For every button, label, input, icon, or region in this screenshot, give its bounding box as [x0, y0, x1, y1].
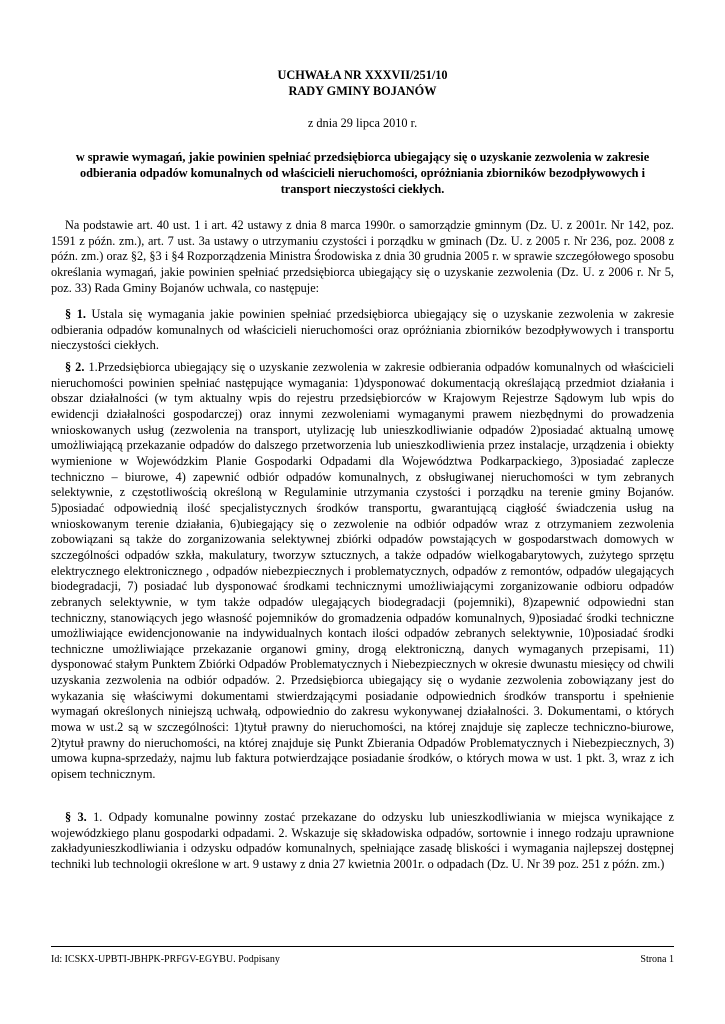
preamble-paragraph: Na podstawie art. 40 ust. 1 i art. 42 ustawy z dnia 8 marca 1990r. o samorządzie gminnym (Dz. U. z 2001r. Nr 142, poz. 1591 z późn. zm.), art. 7 ust. 3a ustawy o utrzymaniu czystości i porządku w gminach (Dz. U. z 2005 r. Nr 236, poz. 2008 z późn. zm.) oraz §2, §3 i §4 Rozporządzenia Ministra Środowiska z dnia 30 grudnia 2005 r. w sprawie szczegółowego sposobu określania wymagań, jakie powinien spełniać przedsiębiorca ubiegający się o uzyskanie zezwolenia (Dz. U. z 2006 r. Nr 5, poz. 33) Rada Gminy Bojanów uchwala, co następuje: — [51, 218, 674, 295]
section-3-text: 1. Odpady komunalne powinny zostać przekazane do odzysku lub unieszkodliwiania w miejsca wynikające z wojewódzkiego planu gospodarki odpadami. 2. Wskazuje się składowiska odpadów, sortownie i innego rodzaju uprawnione zakładyunieszkodliwiania i odzysku odpadów komunalnych, spełniające zasadę bliskości i wymagania najlepszej dostępnej techniki lub technologii określone w art. 9 ustawy z dnia 27 kwietnia 2001r. o odpadach (Dz. U. Nr 39 poz. 251 z późn. zm.) — [51, 810, 674, 871]
resolution-date: z dnia 29 lipca 2010 r. — [307, 116, 418, 130]
section-1-paragraph — [51, 307, 674, 354]
section-3-label: § 3. — [65, 810, 87, 824]
section-2-text: 1.Przedsiębiorca ubiegający się o uzyskanie zezwolenia w zakresie odbierania odpadów komunalnych od właścicieli nieruchomości powinien spełniać następujące wymagania: 1)dysponować dokumentacją określającą przedmiot działania i obszar działalności (w tym aktualny wpis do rejestru przedsiębiorców w Krajowym Rejestrze Sądowym lub wpis do ewidencji działalności gospodarczej) oraz innymi zezwoleniami wymaganymi prawem niezbędnymi do prowadzenia wnioskowanych usług (zezwolenia na transport, utylizację lub unieszkodliwianie odpadów 2)posiadać aktualną umowę umożliwiającą przekazanie odpadów do dalszego przetworzenia lub unieszkodliwienia przez instalacje, urządzenia i obiekty wymienione w Wojewódzkim Planie Gospodarki Odpadami dla Województwa Podkarpackiego, 3)posiadać zaplecze techniczno – biurowe, 4) zapewnić odbiór odpadów komunalnych, z obsługiwanej nieruchomości w tym zebranych selektywnie, z częstotliwością określoną w Regulaminie utrzymania czystości i porządku na terenie gminy Bojanów. 5)posiadać odpowiednią ilość specjalistycznych środków transportu, gwarantującą ciągłość świadczenia usług na wnioskowanym terenie działania, 6)ubiegający się o zezwolenie na odbiór odpadów wraz z otrzymaniem zezwolenia zobowiązani są także do zorganizowania selektywnej zbiórki odpadów powstających w gospodarstwach domowych w szczególności odpadów szkła, makulatury, tworzyw sztucznych, a także odpadów wielkogabarytowych, zużytego sprzętu elektrycznego elektronicznego , odpadów niebezpiecznych i problematycznych, odpadów z remontów, odpadów ulegających biodegradacji, 7) posiadać lub dysponować środkami technicznymi umożliwiającymi zorganizowanie odbioru odpadów zebranych selektywnie, w tym także odpadów ulegających biodegradacji (pojemniki), 8)zapewnić odpowiedni stan techniczny, stanowiących jego własność pojemników do gromadzenia odpadów komunalnych, 9)posiadać środki techniczne umożliwiające ewidencjonowanie na indywidualnych kontach ilości odpadów zebranych selektywnie, 10)posiadać środki techniczne umożliwiające przekazanie organowi gminy, drogą elektroniczną, danych wymaganych przepisami, 11) dysponować stałym Punktem Zbiórki Odpadów Problematycznych i Niebezpiecznych w okresie dwunastu miesięcy od chwili uzyskania zezwolenia na odbiór odpadów. 2. Przedsiębiorca ubiegający się o wydanie zezwolenia zobowiązany jest do wykazania się właściwymi dokumentami stwierdzającymi posiadanie odpowiednich środków transportu i spełnienie wymagań określonych niniejszą uchwałą, odpowiednio do zakresu wykonywanej działalności. 3. Dokumentami, o których mowa w ust.2 są w szczególności: 1)tytuł prawny do nieruchomości, na której znajduje się zaplecze techniczno-biurowe, 2)tytuł prawny do nieruchomości, na której znajduje się Punkt Zbierania Odpadów Problematycznych i Niebezpiecznych, 3) umowa kupna-sprzedaży, najmu lub faktura potwierdzające posiadanie środków, o których mowa w ust. 1 pkt. 3, wraz z ich opisem technicznym. — [51, 360, 674, 782]
resolution-subject: w sprawie wymagań, jakie powinien spełniać przedsiębiorca ubiegający się o uzyskanie zezwolenia w zakresie odbierania odpadów komunalnych od właścicieli nieruchomości, opróżniania zbiorników bezodpływowych i transport nieczystości ciekłych. — [75, 150, 650, 196]
document-id: Id: ICSKX-UPBTI-JBHPK-PRFGV-EGYBU. Podpisany — [51, 954, 280, 965]
section-2-label: § 2. — [65, 360, 85, 374]
resolution-number-heading: UCHWAŁA NR XXXVII/251/10 — [277, 68, 448, 82]
section-2-paragraph — [51, 360, 674, 783]
section-1-text: Ustala się wymagania jakie powinien spełniać przedsiębiorca ubiegający się o uzyskanie zezwolenia w zakresie odbierania odpadów komunalnych od właścicieli nieruchomości oraz opróżniania zbiorników bezodpływowych i transportu nieczystości ciekłych. — [51, 307, 674, 353]
section-1-label: § 1. — [65, 307, 86, 321]
council-name-heading: RADY GMINY BOJANÓW — [288, 84, 437, 98]
page-number: Strona 1 — [640, 954, 674, 965]
section-3-paragraph — [51, 810, 674, 873]
footer-divider — [51, 946, 674, 947]
